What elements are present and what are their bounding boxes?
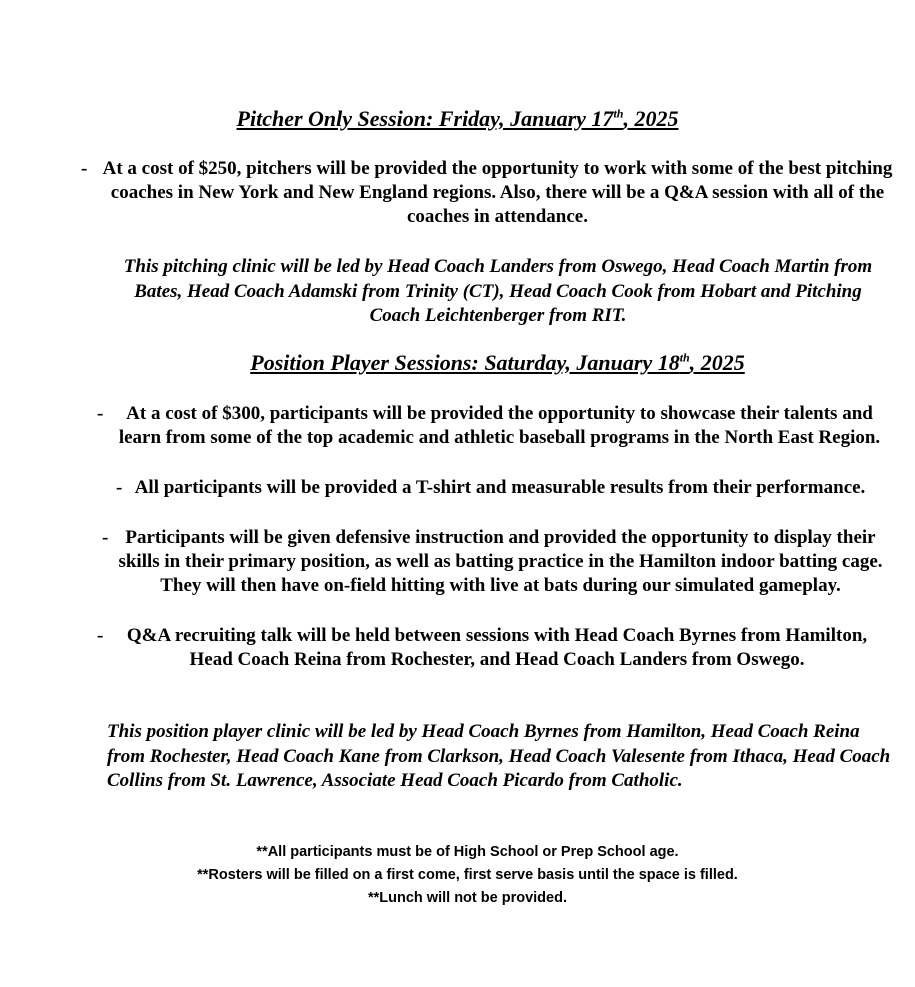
note-lunch: **Lunch will not be provided. bbox=[368, 890, 567, 906]
position-session-bullet-1: At a cost of $300, participants will be provided the opportunity to showcase their talents and learn from some of the top academic and athletic baseball programs in the North East Region. bbox=[118, 403, 881, 448]
notes-block bbox=[0, 841, 915, 910]
position-clinic-note: This position player clinic will be led by Head Coach Byrnes from Hamilton, Head Coach Reina from Rochester, Head Coach Kane from Clarkson, Head Coach Valesente from Ithaca, Head Coach Collins from St. Lawrence, Associate Head Coach Picardo from Catholic. bbox=[107, 721, 891, 791]
note-roster-policy: **Rosters will be filled on a first come, first serve basis until the space is filled. bbox=[197, 867, 738, 883]
pitcher-session-heading: Pitcher Only Session: Friday, January 17th, 2025 bbox=[236, 106, 679, 131]
position-session-bullet-2: All participants will be provided a T-shirt and measurable results from their performance. bbox=[134, 477, 866, 498]
bullet-marker: - bbox=[102, 527, 109, 548]
bullet-marker: - bbox=[97, 625, 104, 646]
bullet-marker: - bbox=[116, 477, 123, 498]
bullet-marker: - bbox=[97, 403, 104, 424]
position-session-bullet-4: Q&A recruiting talk will be held between sessions with Head Coach Byrnes from Hamilton, Head Coach Reina from Rochester, and Head Coach Landers from Oswego. bbox=[126, 625, 868, 670]
bullet-marker: - bbox=[81, 158, 88, 179]
note-age-requirement: **All participants must be of High School or Prep School age. bbox=[256, 844, 679, 860]
pitcher-clinic-note: This pitching clinic will be led by Head Coach Landers from Oswego, Head Coach Martin from Bates, Head Coach Adamski from Trinity (CT), Head Coach Cook from Hobart and Pitching Coach Leichtenberger from RIT. bbox=[123, 256, 873, 326]
position-session-heading: Position Player Sessions: Saturday, January 18th, 2025 bbox=[250, 350, 745, 375]
pitcher-session-bullet: At a cost of $250, pitchers will be provided the opportunity to work with some of the best pitching coaches in New York and New England regions. Also, there will be a Q&A session with all of the coaches in attendance. bbox=[102, 158, 893, 227]
position-session-bullet-3: Participants will be given defensive instruction and provided the opportunity to display their skills in their primary position, as well as batting practice in the Hamilton indoor batting cage. They will then have on-field hitting with live at bats during our simulated gameplay. bbox=[118, 527, 883, 596]
